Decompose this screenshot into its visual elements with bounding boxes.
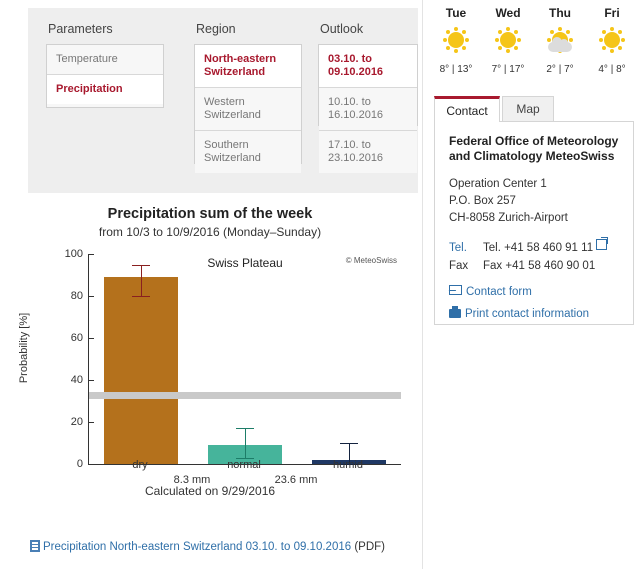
chart-bar <box>104 277 178 464</box>
contact-form-row <box>449 285 619 298</box>
outlook-item-week3[interactable]: 17.10. to 23.10.2016 <box>319 131 417 173</box>
forecast-day-wed[interactable] <box>482 2 534 90</box>
tab-map[interactable]: Map <box>502 96 554 122</box>
forecast-day-temp: 8° | 13° <box>439 64 473 75</box>
tel-value[interactable]: Tel. +41 58 460 91 11 <box>483 242 594 254</box>
forecast-day-name: Wed <box>495 6 521 20</box>
chart-region-annotation: Swiss Plateau <box>207 256 283 270</box>
forecast-day-name: Fri <box>604 6 620 20</box>
parameters-title: Parameters <box>48 22 113 36</box>
threshold-annotation: 8.3 mm <box>173 474 211 486</box>
forecast-day-name: Thu <box>549 6 571 20</box>
address-line-1: Operation Center 1 <box>449 178 547 190</box>
parameters-item-precipitation[interactable]: Precipitation <box>47 75 163 104</box>
calculation-date-note: Calculated on 9/29/2016 <box>144 484 276 498</box>
forecast-day-temp: 4° | 8° <box>598 64 626 75</box>
fax-row <box>449 257 619 275</box>
column-divider <box>422 0 423 569</box>
sun-icon <box>430 26 482 60</box>
chart-errorbar-cap <box>132 265 150 266</box>
contact-organization: Federal Office of Meteorology and Climatology MeteoSwiss <box>449 134 619 163</box>
sun-cloud-icon <box>534 26 586 60</box>
chart-title: Precipitation sum of the week <box>107 206 313 222</box>
chart-plot-area <box>64 248 401 470</box>
contact-form-link[interactable]: Contact form <box>466 286 532 298</box>
region-title: Region <box>196 22 236 36</box>
sun-icon <box>482 26 534 60</box>
y-axis-tick: 80 <box>71 290 89 302</box>
region-item-western[interactable]: Western Switzerland <box>195 88 301 131</box>
contact-card <box>434 121 634 325</box>
x-axis-label: dry <box>132 459 148 471</box>
pdf-download-row <box>30 540 385 553</box>
pdf-icon <box>30 540 40 552</box>
mail-icon <box>449 285 462 295</box>
chart-errorbar-cap <box>132 296 150 297</box>
y-axis-tick: 100 <box>65 248 89 260</box>
chart-subtitle: from 10/3 to 10/9/2016 (Monday–Sunday) <box>98 225 322 239</box>
sidebar-tabs <box>434 96 634 122</box>
sun-icon <box>586 26 638 60</box>
chart-errorbar <box>245 428 246 457</box>
region-list <box>194 44 302 164</box>
pdf-download-link[interactable]: Precipitation North-eastern Switzerland 03.10. to 09.10.2016 <box>43 541 352 553</box>
sidebar-column <box>428 0 640 569</box>
selector-panel <box>28 8 418 193</box>
tel-label: Tel. <box>449 242 467 254</box>
pdf-suffix: (PDF) <box>354 541 386 553</box>
outlook-selector-group <box>318 22 418 164</box>
precipitation-chart <box>0 196 420 526</box>
forecast-day-temp: 7° | 17° <box>491 64 525 75</box>
y-axis-tick: 60 <box>71 332 89 344</box>
outlook-item-week1[interactable]: 03.10. to 09.10.2016 <box>319 45 417 88</box>
forecast-strip <box>430 2 638 90</box>
outlook-list <box>318 44 418 164</box>
y-axis-tick: 40 <box>71 374 89 386</box>
external-link-icon <box>596 239 607 250</box>
x-axis-label: normal <box>227 459 261 471</box>
fax-value: Fax +41 58 460 90 01 <box>483 260 596 272</box>
parameters-selector-group <box>46 22 164 108</box>
fax-label: Fax <box>449 260 469 272</box>
forecast-day-thu[interactable] <box>534 2 586 90</box>
y-axis-label: Probability [%] <box>18 312 30 384</box>
address-line-2: P.O. Box 257 <box>449 195 516 207</box>
chart-plot-wrap <box>0 246 420 486</box>
forecast-day-name: Tue <box>445 6 467 20</box>
tel-row <box>449 239 619 257</box>
outlook-title: Outlook <box>320 22 364 36</box>
chart-credit: © MeteoSwiss <box>345 256 397 265</box>
print-contact-link[interactable]: Print contact information <box>465 308 590 320</box>
printer-icon <box>449 309 461 318</box>
address-line-3: CH-8058 Zurich-Airport <box>449 212 568 224</box>
parameters-item-temperature[interactable]: Temperature <box>47 45 163 75</box>
outlook-item-week2[interactable]: 10.10. to 16.10.2016 <box>319 88 417 131</box>
contact-phone-block <box>449 239 619 275</box>
threshold-annotation: 23.6 mm <box>274 474 318 486</box>
chart-errorbar <box>141 265 142 297</box>
chart-errorbar-cap <box>340 443 358 444</box>
forecast-day-fri[interactable] <box>586 2 638 90</box>
x-axis-label: humid <box>333 459 363 471</box>
contact-address <box>449 176 619 227</box>
region-item-north-eastern[interactable]: North-eastern Switzerland <box>195 45 301 88</box>
forecast-day-temp: 2° | 7° <box>546 64 574 75</box>
chart-errorbar-cap <box>236 428 254 429</box>
region-item-southern[interactable]: Southern Switzerland <box>195 131 301 173</box>
forecast-day-tue[interactable] <box>430 2 482 90</box>
region-selector-group <box>194 22 302 164</box>
y-axis-tick: 20 <box>71 416 89 428</box>
y-axis-tick: 0 <box>77 458 89 470</box>
tab-contact[interactable]: Contact <box>434 96 500 122</box>
parameters-list <box>46 44 164 108</box>
climatology-reference-line <box>89 392 401 399</box>
print-contact-row <box>449 308 619 320</box>
